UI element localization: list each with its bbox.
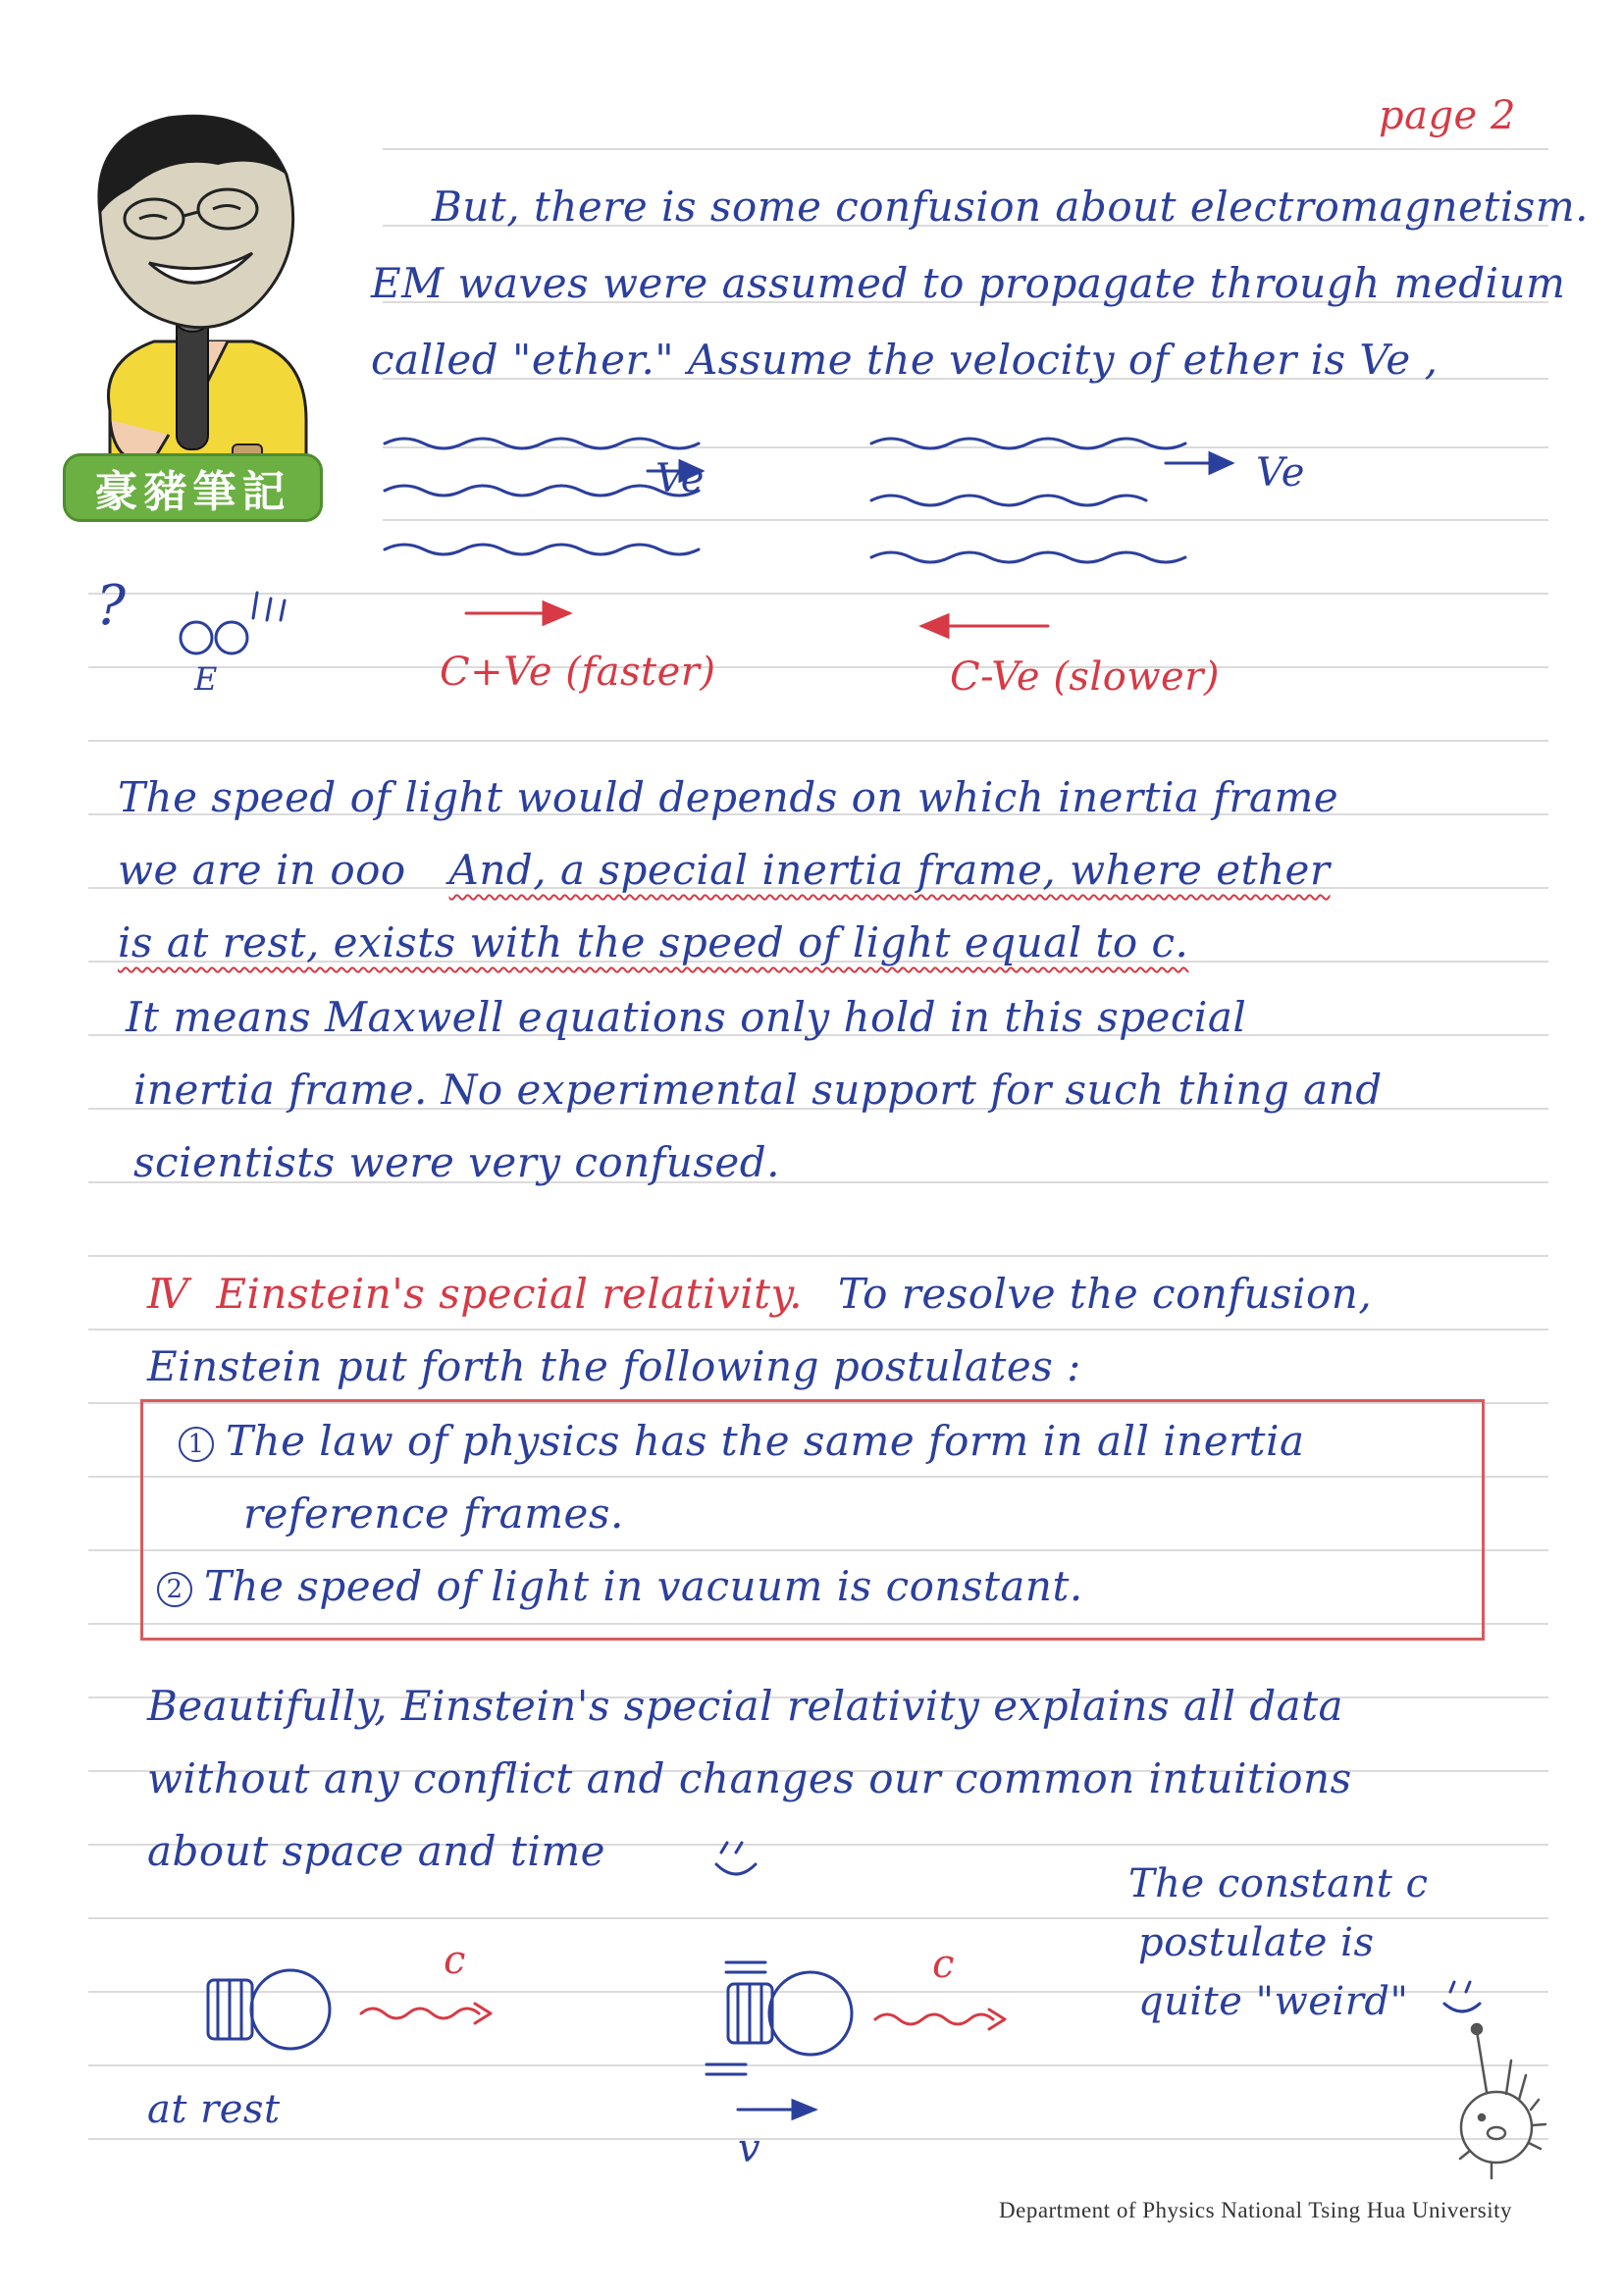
at-rest-label: at rest xyxy=(147,2087,281,2132)
section2-heading-rest: To resolve the confusion, xyxy=(837,1270,1373,1318)
smiley-icon xyxy=(1444,1982,1480,2011)
side-note-line1: The constant c xyxy=(1128,1861,1429,1906)
section2-line2: Einstein put forth the following postulates : xyxy=(147,1342,1081,1390)
light-wave xyxy=(875,2014,993,2024)
paragraph2-line4: It means Maxwell equations only hold in this special xyxy=(126,993,1247,1041)
c-label-left: c xyxy=(444,1938,466,1983)
smiley-icon xyxy=(716,1843,756,1874)
flashlight-icon xyxy=(707,1962,852,2118)
section2-marker: Ⅳ xyxy=(147,1270,189,1318)
paragraph2-line2-plain: we are in ooo xyxy=(118,846,406,894)
c-label-right: c xyxy=(932,1942,955,1987)
page-label: page 2 xyxy=(1379,93,1516,138)
side-note-line2: postulate is xyxy=(1138,1920,1375,1965)
light-wave xyxy=(361,2009,479,2018)
footer-credit: Department of Physics National Tsing Hua University xyxy=(999,2198,1512,2222)
postulate-1-line2: reference frames. xyxy=(243,1489,624,1538)
postulate-2-number: 2 xyxy=(157,1572,192,1607)
ether-velocity-label-left: Ve xyxy=(655,456,705,501)
velocity-label: v xyxy=(738,2126,761,2171)
postulate-1-number: 1 xyxy=(179,1427,214,1462)
ether-velocity-label-right: Ve xyxy=(1256,450,1305,496)
paragraph1-line3: called "ether." Assume the velocity of ether is Ve , xyxy=(371,336,1439,384)
paragraph2-line3: is at rest, exists with the speed of light equal to c. xyxy=(118,918,1189,966)
paragraph3-line2: without any conflict and changes our common intuitions xyxy=(147,1754,1352,1802)
flashlight-icon xyxy=(208,1970,330,2049)
side-note-line3: quite "weird" xyxy=(1138,1979,1409,2024)
slower-label: C-Ve (slower) xyxy=(950,654,1220,700)
paragraph3-line3: about space and time xyxy=(147,1827,606,1875)
faster-label: C+Ve (faster) xyxy=(440,650,716,695)
paragraph3-line1: Beautifully, Einstein's special relativity explains all data xyxy=(147,1682,1344,1730)
paragraph2-line6: scientists were very confused. xyxy=(133,1138,780,1186)
postulate-1-text: The law of physics has the same form in all inertia xyxy=(226,1417,1305,1465)
porcupine-doodle-icon xyxy=(1460,2024,1545,2178)
logo-badge: 豪豬筆記 xyxy=(63,453,323,522)
section2-heading: Einstein's special relativity. xyxy=(216,1270,804,1318)
paragraph1-line1: But, there is some confusion about electromagnetism. xyxy=(432,183,1589,231)
paragraph2-line1: The speed of light would depends on which inertia frame xyxy=(118,773,1339,821)
paragraph1-line2: EM waves were assumed to propagate through medium xyxy=(371,259,1566,307)
postulate-2-text: The speed of light in vacuum is constant. xyxy=(204,1562,1083,1610)
question-mark: ? xyxy=(96,574,127,638)
paragraph2-line2-underlined: And, a special inertia frame, where ether xyxy=(448,846,1331,894)
paragraph2-line5: inertia frame. No experimental support for such thing and xyxy=(133,1066,1383,1114)
observer-label: E xyxy=(194,660,218,698)
